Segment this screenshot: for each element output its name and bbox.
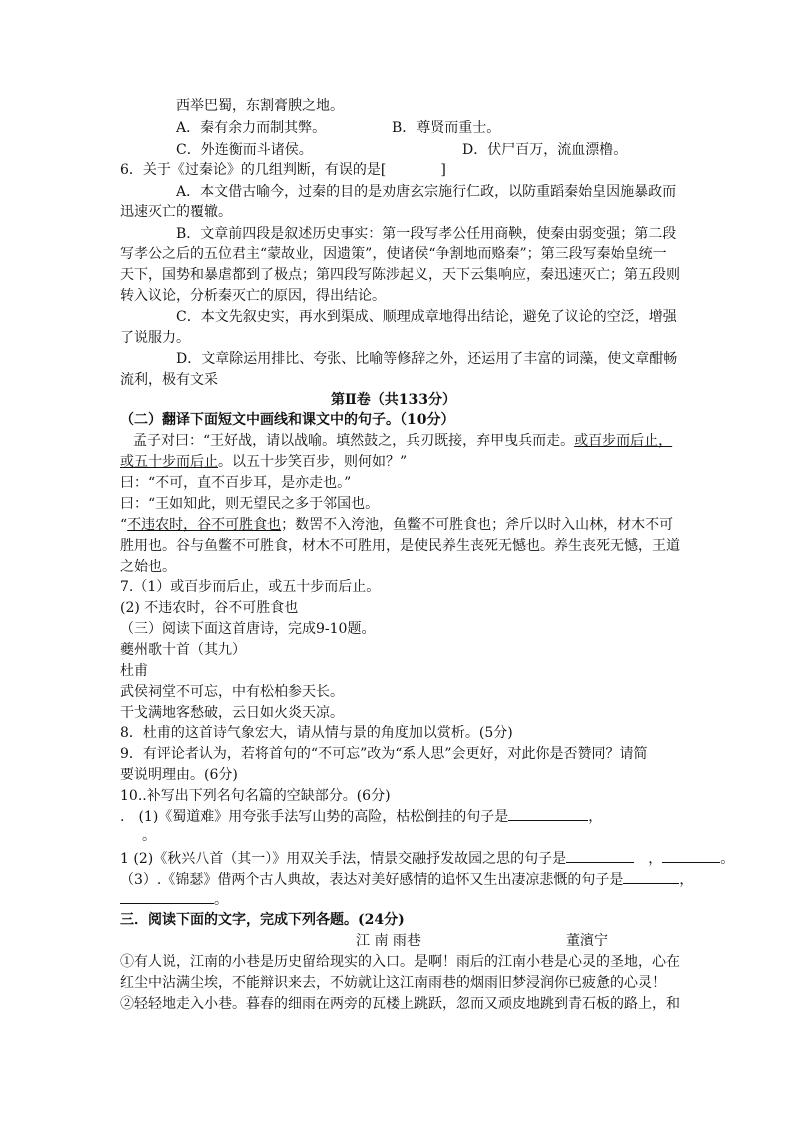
q10: 10..补写出下列名句名篇的空缺部分。(6分) xyxy=(120,788,391,804)
q5-option-a: A．秦有余力而制其弊。 xyxy=(176,120,327,136)
poem-line-2: 干戈满地客愁破，云日如火炎天凉。 xyxy=(120,705,344,721)
passage-line-7: 之始也。 xyxy=(120,559,176,575)
answer-blank[interactable] xyxy=(662,848,720,863)
punctuation: ， xyxy=(679,872,694,888)
q6-option-c-line1: C．本文先叙史实，再水到渠成、顺理成章地得出结论，避免了议论的空泛，增强 xyxy=(176,309,677,325)
q7-answer-1: 7.（1）或百步而后止，或五十步而后止。 xyxy=(120,579,381,595)
q6-option-b-line2: 写孝公之后的五位君主“蒙故业，因遗策”，使诸侯“争割地而赂秦”；第三段写秦始皇统一 xyxy=(120,246,667,262)
q10-item-3-text: （3）.《锦瑟》借两个古人典故，表达对美好感情的追怀又生出凄凉悲慨的句子是 xyxy=(120,872,624,888)
essay-para-1-line2: 红尘中沾满尘埃，不能辩识来去，不妨就让这江南雨巷的烟雨旧梦浸润你已疲惫的心灵！ xyxy=(120,975,666,991)
section3-title: （三）阅读下面这首唐诗，完成9-10题。 xyxy=(120,621,376,637)
q5-option-b: B．尊贤而重士。 xyxy=(392,120,501,136)
underlined-sentence: 或百步而后止， xyxy=(574,433,673,449)
punctuation: ， xyxy=(588,809,603,825)
q5-option-d: D．伏尸百万，流血漂橹。 xyxy=(462,142,628,158)
passage-text: ；数罟不入洿池，鱼鳖不可胜食也；斧斤以时入山林，材木不可 xyxy=(281,517,674,533)
q6-option-c-line2: 了说服力。 xyxy=(120,330,190,346)
q6-option-d-line1: D．文章除运用排比、夸张、比喻等修辞之外，还运用了丰富的词藻，使文章酣畅 xyxy=(176,351,678,367)
q6-option-a-line2: 迅速灭亡的覆辙。 xyxy=(120,204,232,220)
q6-option-a-line1: A．本文借古喻今，过秦的目的是劝唐玄宗施行仁政，以防重蹈秦始皇因施暴政而 xyxy=(176,184,677,200)
part2-title: 第Ⅱ卷（共133分） xyxy=(331,392,457,408)
part3-title: 三．阅读下面的文字，完成下列各题。(24分) xyxy=(120,912,405,928)
essay-para-2-line1: ②轻轻地走入小巷。暮春的细雨在两旁的瓦楼上跳跃，忽而又顽皮地跳到青石板的路上，和 xyxy=(120,996,680,1012)
q6-stem xyxy=(120,160,446,180)
passage-line-3: 曰：“不可，直不百步耳，是亦走也。” xyxy=(120,475,352,491)
poem-author: 杜甫 xyxy=(120,663,148,679)
q10-item-1-end xyxy=(142,826,156,846)
essay-author: 董濱宁 xyxy=(566,933,608,949)
passage-text: “ xyxy=(120,517,128,533)
passage-line-4: 曰：“王如知此，则无望民之多于邻国也。 xyxy=(120,496,380,512)
passage-text: 。以五十步笑百步，则何如？” xyxy=(218,454,408,470)
answer-blank[interactable] xyxy=(623,869,679,884)
punctuation: 。 xyxy=(142,828,156,844)
underlined-sentence: 或五十步而后止 xyxy=(120,454,218,470)
q6-stem-text: 6．关于《过秦论》的几组判断，有误的是[ xyxy=(120,162,387,178)
answer-blank[interactable] xyxy=(566,848,634,863)
q10-item-2 xyxy=(120,848,734,869)
q5-option-c: C．外连衡而斗诸侯。 xyxy=(176,142,313,158)
essay-title: 江 南 雨巷 xyxy=(356,933,421,949)
q5-line: 西举巴蜀，东割膏腴之地。 xyxy=(176,98,344,114)
passage-line-2 xyxy=(120,452,407,472)
q8: 8．杜甫的这首诗气象宏大，请从情与景的角度加以赏析。(5分) xyxy=(120,725,513,741)
passage-line-1 xyxy=(133,431,672,451)
q6-option-b-line1: B．文章前四段是叙述历史事实：第一段写孝公任用商鞅，使秦由弱变强；第二段 xyxy=(176,226,677,242)
q10-item-1-text: . (1)《蜀道难》用夸张手法写山势的高险，枯松倒挂的句子是 xyxy=(120,809,509,825)
essay-para-1-line1: ①有人说，江南的小巷是历史留给现实的入口。是啊！雨后的江南小巷是心灵的圣地，心在 xyxy=(120,954,680,970)
q10-item-1 xyxy=(120,806,602,827)
q6-option-b-line3: 天下，国势和暴虐都到了极点；第四段写陈涉起义，天下云集响应，秦迅速灭亡；第五段则 xyxy=(120,267,680,283)
passage-line-5 xyxy=(120,515,673,535)
punctuation: 。 xyxy=(720,851,735,867)
q7-answer-2: (2) 不违农时，谷不可胜食也 xyxy=(120,600,299,616)
passage-line-6: 胜用也。谷与鱼鳖不可胜食，材木不可胜用，是使民养生丧死无憾也。养生丧死无憾，王道 xyxy=(120,538,680,554)
q10-item-3 xyxy=(120,869,693,890)
section2-title: （二）翻译下面短文中画线和课文中的句子。（10分） xyxy=(120,412,455,428)
underlined-sentence: 不违农时，谷不可胜食也 xyxy=(127,517,282,533)
poem-line-1: 武侯祠堂不可忘，中有松柏参天长。 xyxy=(120,684,344,700)
punctuation: ， xyxy=(648,851,663,867)
q6-bracket-close: ] xyxy=(440,162,446,178)
passage-text: 孟子对曰：“王好战，请以战喻。填然鼓之，兵刃既接，弃甲曳兵而走。 xyxy=(133,433,575,449)
q10-item-3-end xyxy=(120,889,228,910)
answer-blank[interactable] xyxy=(508,806,588,821)
q10-item-2-text: 1 (2)《秋兴八首（其一）》用双关手法，情景交融抒发故园之思的句子是 xyxy=(120,851,567,867)
poem-title: 夔州歌十首（其九） xyxy=(120,642,246,658)
answer-blank[interactable] xyxy=(120,889,214,904)
q6-option-d-line2: 流利，极有文采 xyxy=(120,372,218,388)
punctuation: 。 xyxy=(214,892,228,908)
q9-line2: 要说明理由。(6分) xyxy=(120,767,238,783)
q9-line1: 9．有评论者认为，若将首句的“不可忘”改为“系人思”会更好，对此你是否赞同？请简 xyxy=(120,746,648,762)
q6-option-b-line4: 转入议论，分析秦灭亡的原因，得出结论。 xyxy=(120,288,386,304)
